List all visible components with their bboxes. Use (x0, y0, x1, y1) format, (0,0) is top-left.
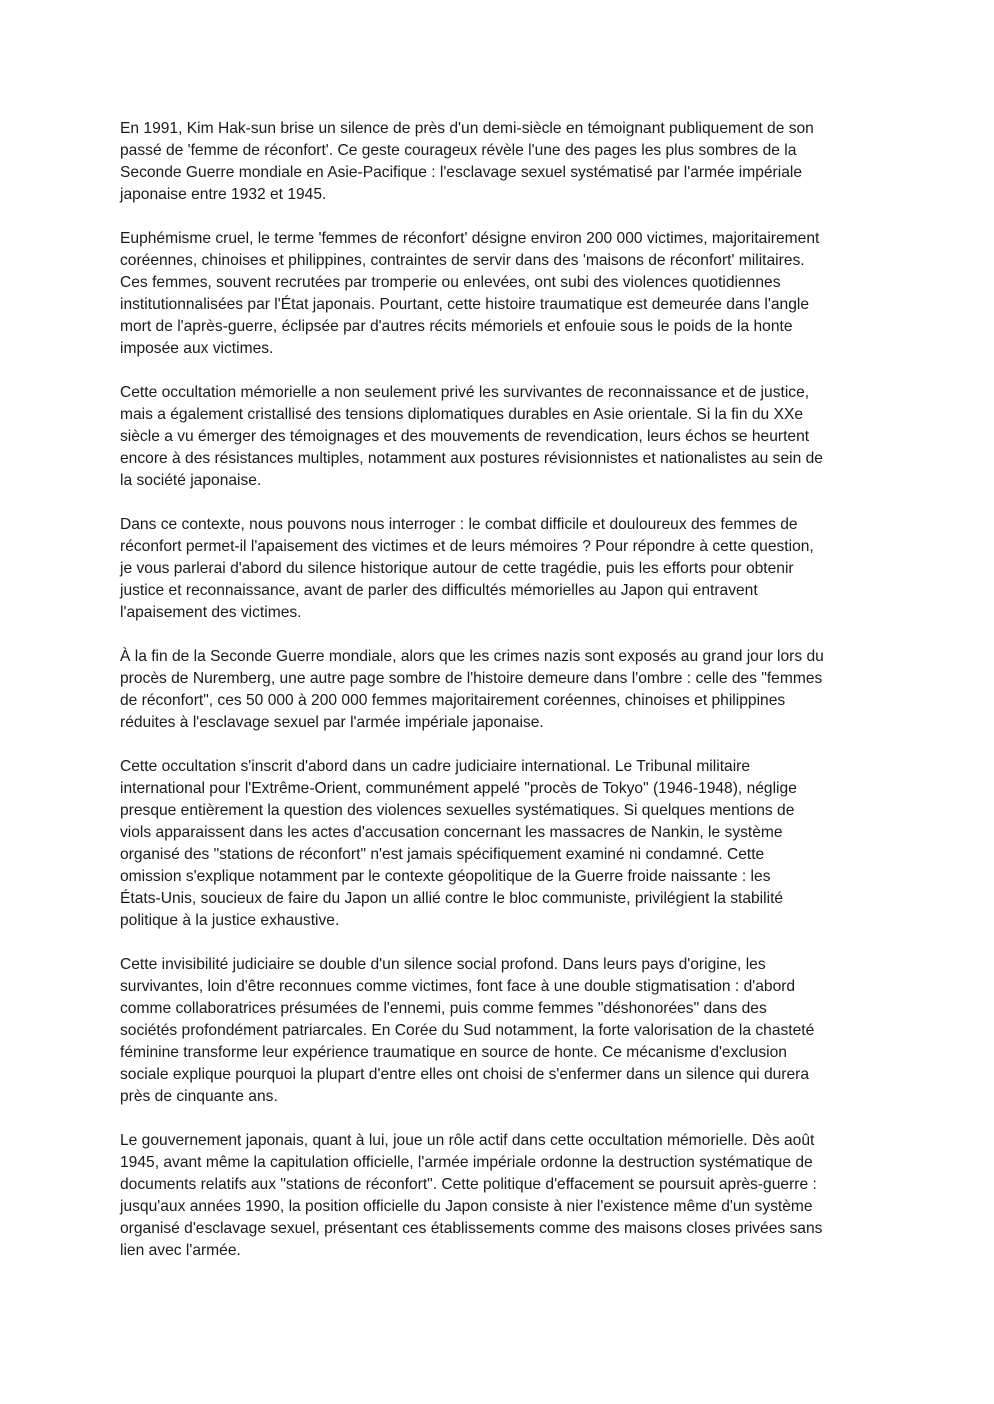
text-line: imposée aux victimes. (120, 340, 274, 357)
text-line: justice et reconnaissance, avant de parler des difficultés mémorielles au Japon qui entravent (120, 582, 758, 599)
text-line: 1945, avant même la capitulation officielle, l'armée impériale ordonne la destruction systématique de (120, 1154, 813, 1171)
text-line: politique à la justice exhaustive. (120, 912, 340, 929)
text-line: États-Unis, soucieux de faire du Japon un allié contre le bloc communiste, privilégient la stabilité (120, 890, 784, 907)
text-line: lien avec l'armée. (120, 1242, 241, 1259)
text-line: siècle a vu émerger des témoignages et des mouvements de revendication, leurs échos se heurtent (120, 428, 810, 445)
text-line: réconfort permet-il l'apaisement des victimes et de leurs mémoires ? Pour répondre à cette question, (120, 538, 814, 555)
text-line: jusqu'aux années 1990, la position officielle du Japon consiste à nier l'existence même d'un système (120, 1198, 813, 1215)
paragraph-3 (120, 382, 876, 492)
text-line: sociale explique pourquoi la plupart d'entre elles ont choisi de s'enfermer dans un silence qui durera (120, 1066, 810, 1083)
text-line: mais a également cristallisé des tensions diplomatiques durables en Asie orientale. Si la fin du XXe (120, 406, 804, 423)
text-line: passé de 'femme de réconfort'. Ce geste courageux révèle l'une des pages les plus sombres de la (120, 142, 797, 159)
paragraph-5 (120, 646, 876, 734)
text-line: coréennes, chinoises et philippines, contraintes de servir dans des 'maisons de réconfort' militaires. (120, 252, 805, 269)
text-line: Ces femmes, souvent recrutées par tromperie ou enlevées, ont subi des violences quotidiennes (120, 274, 781, 291)
text-line: Seconde Guerre mondiale en Asie-Pacifique : l'esclavage sexuel systématisé par l'armée impériale (120, 164, 803, 181)
text-line: féminine transforme leur expérience traumatique en source de honte. Ce mécanisme d'exclusion (120, 1044, 787, 1061)
text-line: je vous parlerai d'abord du silence historique autour de cette tragédie, puis les efforts pour obtenir (120, 560, 794, 577)
text-line: omission s'explique notamment par le contexte géopolitique de la Guerre froide naissante : les (120, 868, 771, 885)
text-line: À la fin de la Seconde Guerre mondiale, alors que les crimes nazis sont exposés au grand jour lors du (120, 648, 824, 665)
text-line: En 1991, Kim Hak-sun brise un silence de près d'un demi-siècle en témoignant publiquement de son (120, 120, 814, 137)
paragraph-7 (120, 954, 876, 1108)
text-line: Cette occultation mémorielle a non seulement privé les survivantes de reconnaissance et de justice, (120, 384, 810, 401)
document-body (120, 118, 876, 1284)
text-line: réduites à l'esclavage sexuel par l'armée impériale japonaise. (120, 714, 544, 731)
text-line: organisé d'esclavage sexuel, présentant ces établissements comme des maisons closes privées sans (120, 1220, 823, 1237)
paragraph-1 (120, 118, 876, 206)
text-line: près de cinquante ans. (120, 1088, 278, 1105)
text-line: survivantes, loin d'être reconnues comme victimes, font face à une double stigmatisation : d'abord (120, 978, 796, 995)
text-line: procès de Nuremberg, une autre page sombre de l'histoire demeure dans l'ombre : celle des "femmes (120, 670, 823, 687)
text-line: organisé des "stations de réconfort" n'est jamais spécifiquement examiné ni condamné. Cette (120, 846, 765, 863)
text-line: sociétés profondément patriarcales. En Corée du Sud notamment, la forte valorisation de la chasteté (120, 1022, 815, 1039)
text-line: japonaise entre 1932 et 1945. (120, 186, 327, 203)
text-line: documents relatifs aux "stations de réconfort". Cette politique d'effacement se poursuit après-guerre : (120, 1176, 817, 1193)
paragraph-6 (120, 756, 876, 932)
text-line: comme collaboratrices présumées de l'ennemi, puis comme femmes "déshonorées" dans des (120, 1000, 767, 1017)
text-line: la société japonaise. (120, 472, 262, 489)
text-line: mort de l'après-guerre, éclipsée par d'autres récits mémoriels et enfouie sous le poids de la honte (120, 318, 793, 335)
text-line: encore à des résistances multiples, notamment aux postures révisionnistes et nationalistes au sein de (120, 450, 823, 467)
text-line: Le gouvernement japonais, quant à lui, joue un rôle actif dans cette occultation mémorielle. Dès août (120, 1132, 815, 1149)
text-line: presque entièrement la question des violences sexuelles systématiques. Si quelques mentions de (120, 802, 795, 819)
text-line: viols apparaissent dans les actes d'accusation concernant les massacres de Nankin, le système (120, 824, 783, 841)
text-line: international pour l'Extrême-Orient, communément appelé "procès de Tokyo" (1946-1948), néglige (120, 780, 797, 797)
paragraph-4 (120, 514, 876, 624)
text-line: institutionnalisées par l'État japonais. Pourtant, cette histoire traumatique est demeurée dans l'angle (120, 296, 810, 313)
text-line: l'apaisement des victimes. (120, 604, 302, 621)
text-line: Euphémisme cruel, le terme 'femmes de réconfort' désigne environ 200 000 victimes, majoritairement (120, 230, 820, 247)
text-line: de réconfort", ces 50 000 à 200 000 femmes majoritairement coréennes, chinoises et philippines (120, 692, 786, 709)
text-line: Cette occultation s'inscrit d'abord dans un cadre judiciaire international. Le Tribunal militaire (120, 758, 751, 775)
text-line: Cette invisibilité judiciaire se double d'un silence social profond. Dans leurs pays d'origine, les (120, 956, 766, 973)
paragraph-2 (120, 228, 876, 360)
paragraph-8 (120, 1130, 876, 1262)
text-line: Dans ce contexte, nous pouvons nous interroger : le combat difficile et douloureux des femmes de (120, 516, 798, 533)
